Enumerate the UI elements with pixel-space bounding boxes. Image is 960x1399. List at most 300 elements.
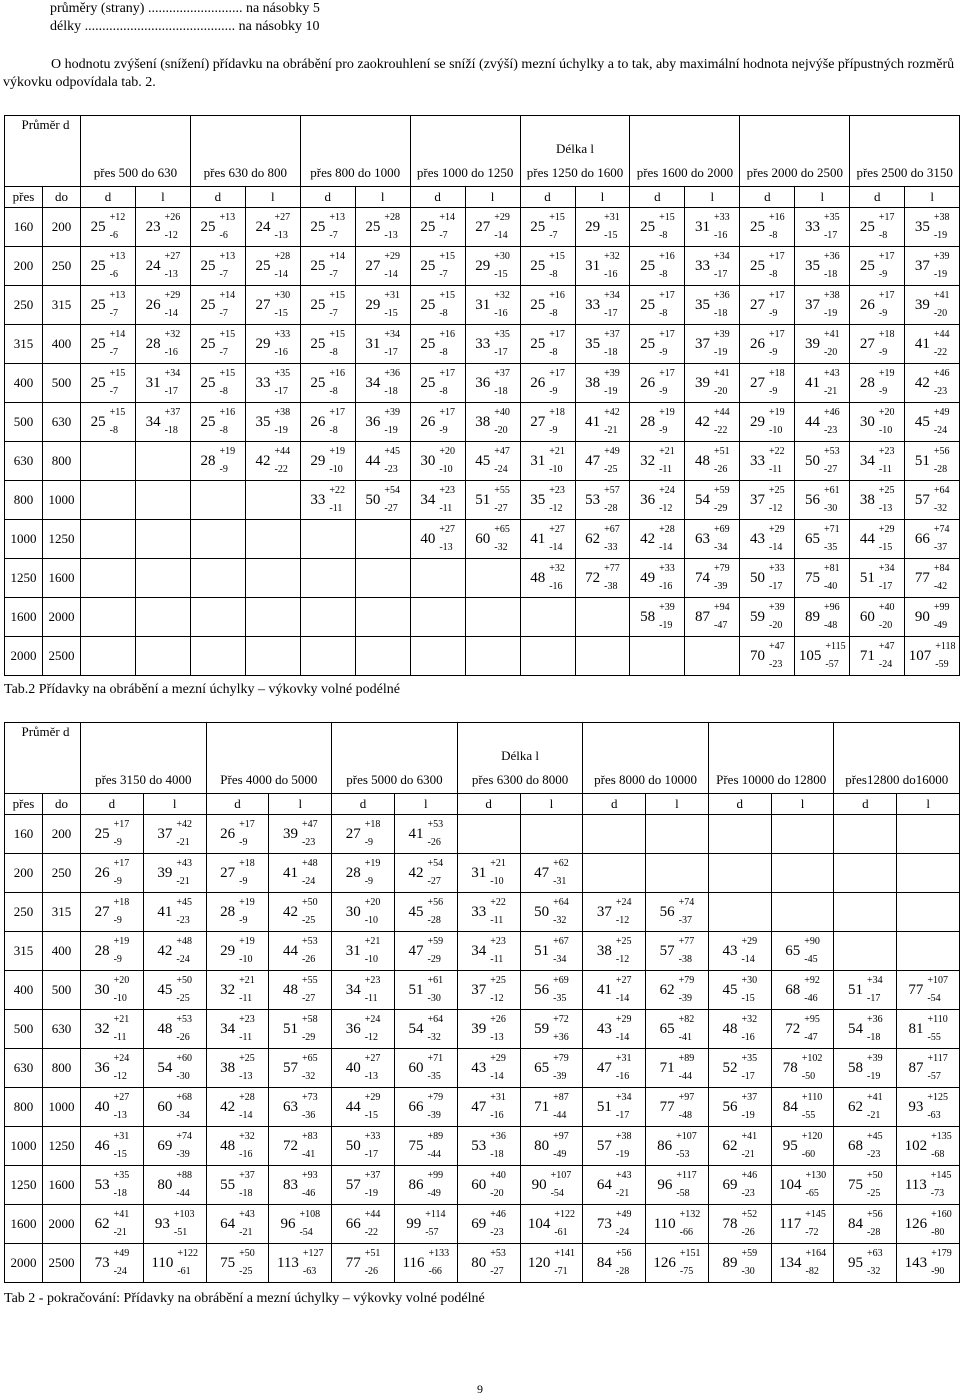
value-cell [521,286,575,324]
upper-deviation: +72 [553,1014,569,1025]
value-cell [207,1244,269,1282]
upper-deviation: +29 [364,1092,381,1103]
tolerance [741,1167,757,1203]
l-cell [143,1010,206,1049]
l-cell [355,559,410,598]
tolerance [220,404,236,440]
upper-deviation: +31 [615,1053,632,1064]
upper-deviation: +51 [364,1248,381,1259]
upper-deviation: +41 [741,1131,758,1142]
nominal-value: 33 [585,296,601,313]
nominal-value: 104 [779,1176,802,1193]
upper-deviation: +37 [741,1092,758,1103]
lower-deviation: -24 [176,954,190,965]
tolerance [220,287,236,323]
length-range-header [708,723,834,794]
row-from: 800 [5,481,43,520]
nominal-value: 41 [282,864,298,881]
value-cell [709,971,771,1009]
l-cell [143,854,206,893]
subheader-cell: l [905,187,960,208]
value-cell [630,208,684,246]
lower-deviation: -8 [329,425,338,436]
l-cell [269,854,332,893]
lower-deviation: -82 [805,1266,819,1277]
value-cell [630,559,684,597]
upper-deviation: +31 [384,290,401,301]
upper-deviation: +36 [714,290,730,301]
lower-deviation: -73 [930,1188,945,1199]
tolerance [769,599,785,635]
tolerance [239,1167,255,1203]
value-cell [521,1088,583,1126]
row-to: 2500 [43,637,81,676]
l-cell [520,971,583,1010]
upper-deviation: +88 [176,1170,192,1181]
value-cell [795,637,849,675]
l-cell [245,520,300,559]
length-range-header [583,723,709,794]
upper-deviation: +110 [801,1092,823,1103]
value-cell [395,932,457,970]
tolerance [114,972,130,1008]
tolerance [679,1011,695,1047]
tolerance [239,1206,255,1242]
nominal-value: 32 [94,1020,110,1037]
l-cell [575,403,630,442]
nominal-value: 42 [914,374,930,391]
lower-deviation: -21 [604,425,618,436]
lower-deviation: -17 [604,308,618,319]
tolerance [824,599,840,635]
lower-deviation: -59 [935,659,949,670]
subheader-cell: do [43,794,81,815]
upper-deviation: +40 [878,602,895,613]
lower-deviation: -19 [714,347,728,358]
value-cell [269,1166,331,1204]
intro-line-1-label: průměry (strany) ........................... na násobky [50,1,310,16]
nominal-value: 57 [345,1176,361,1193]
upper-deviation: +13 [219,251,236,262]
tolerance [679,1050,695,1086]
lower-deviation: -32 [867,1266,881,1277]
nominal-value: 102 [904,1137,928,1154]
nominal-value: 25 [365,218,381,235]
upper-deviation: +67 [604,524,620,535]
lower-deviation: -19 [659,620,673,631]
nominal-value: 34 [471,942,487,959]
upper-deviation: +25 [768,485,785,496]
value-cell [395,815,457,853]
d-cell [410,208,465,247]
tolerance [769,248,785,284]
length-range-label: Přes 4000 do 5000 [220,772,318,787]
lower-deviation: -13 [164,269,178,280]
value-cell [81,1049,143,1087]
l-cell [143,1205,206,1244]
nominal-value: 39 [471,1020,487,1037]
nominal-value: 27 [530,413,546,430]
nominal-value: 25 [90,335,106,352]
value-cell [740,325,794,363]
upper-deviation: +32 [549,563,565,574]
upper-deviation: +22 [768,446,785,457]
tolerance [741,972,757,1008]
upper-deviation: +46 [741,1170,758,1181]
l-cell [355,364,410,403]
d-cell [850,520,905,559]
value-cell [356,364,410,402]
value-cell [630,598,684,636]
lower-deviation: -23 [176,915,190,926]
tolerance [824,443,840,479]
lower-deviation: -13 [878,503,893,514]
lower-deviation: -27 [494,503,508,514]
nominal-value: 51 [848,981,864,998]
d-cell [583,854,646,893]
d-cell [850,208,905,247]
nominal-value: 35 [530,491,546,508]
tolerance [741,933,757,969]
value-cell [709,1127,771,1165]
value-cell [458,1010,520,1048]
tolerance [931,1128,952,1164]
nominal-value: 31 [475,296,491,313]
lower-deviation: -23 [768,659,783,670]
l-cell [135,247,190,286]
value-cell [458,1049,520,1087]
upper-deviation: +45 [867,1131,883,1142]
lower-deviation: -11 [490,915,504,926]
tolerance [604,365,620,401]
upper-deviation: +20 [878,407,895,418]
value-cell [81,854,143,892]
value-cell [905,247,959,285]
nominal-value: 57 [596,1137,612,1154]
l-cell [575,442,630,481]
value-cell [521,1127,583,1165]
table-row [5,1049,960,1088]
upper-deviation: +47 [301,819,318,830]
l-cell [245,286,300,325]
l-cell [897,1244,960,1283]
value-cell [458,1205,520,1243]
value-cell [395,1088,457,1126]
tolerance [659,560,675,596]
value-cell [709,1088,771,1126]
nominal-value: 36 [345,1020,361,1037]
lower-deviation: -16 [604,269,618,280]
nominal-value: 59 [749,608,765,625]
lower-deviation: -49 [553,1149,567,1160]
nominal-value: 25 [310,218,326,235]
tolerance [806,1245,827,1281]
length-range-header [332,723,458,794]
length-range-header [457,723,583,794]
value-cell [646,932,708,970]
upper-deviation: +18 [878,329,895,340]
upper-deviation: +54 [384,485,401,496]
upper-deviation: +23 [239,1014,255,1025]
lower-deviation: -9 [239,876,248,887]
upper-deviation: +25 [615,936,632,947]
upper-deviation: +15 [219,329,236,340]
nominal-value: 72 [785,1020,801,1037]
lower-deviation: -16 [490,1110,504,1121]
row-to: 250 [43,247,81,286]
nominal-value: 31 [345,942,361,959]
nominal-value: 66 [408,1098,424,1115]
value-cell [795,481,849,519]
tolerance [165,248,181,284]
l-cell [143,971,206,1010]
upper-deviation: +99 [427,1170,444,1181]
d-cell [190,364,245,403]
l-cell [795,442,850,481]
upper-deviation: +45 [384,446,401,457]
table-row [5,637,960,676]
l-cell [355,247,410,286]
nominal-value: 72 [282,1137,298,1154]
l-cell [905,364,960,403]
subheader-cell: l [355,187,410,208]
upper-deviation: +18 [549,407,565,418]
l-cell [646,1244,709,1283]
d-cell [332,1166,395,1205]
nominal-value: 78 [722,1215,738,1232]
value-cell [685,520,739,558]
value-cell [740,481,794,519]
d-cell [300,208,355,247]
upper-deviation: +35 [274,368,291,379]
d-cell [206,1166,269,1205]
nominal-value: 36 [365,413,381,430]
nominal-value: 28 [640,413,656,430]
subheader-cell: l [465,187,520,208]
d-cell [630,598,685,637]
tolerance [769,521,785,557]
l-cell [245,637,300,676]
lower-deviation: -75 [679,1266,694,1277]
d-cell [850,637,905,676]
upper-deviation: +81 [823,563,840,574]
lower-deviation: -55 [927,1032,941,1043]
nominal-value: 83 [282,1176,298,1193]
row-to: 1600 [43,1166,81,1205]
tolerance [365,1206,381,1242]
value-cell [795,520,849,558]
l-cell [771,854,834,893]
nominal-value: 52 [722,1059,738,1076]
nominal-value: 25 [90,257,106,274]
lower-deviation: -39 [176,1149,190,1160]
nominal-value: 110 [151,1254,174,1271]
tolerance [490,894,506,930]
subheader-cell: l [520,794,583,815]
nominal-value: 143 [904,1254,928,1271]
nominal-value: 64 [596,1176,612,1193]
upper-deviation: +25 [490,975,506,986]
tolerance [659,404,675,440]
value-cell [144,1010,206,1048]
tolerance [935,638,955,674]
d-cell [457,854,520,893]
tolerance [741,1011,757,1047]
value-cell [207,1205,269,1243]
l-cell [355,208,410,247]
d-cell [520,442,575,481]
upper-deviation: +59 [714,485,730,496]
lower-deviation: -11 [439,503,453,514]
length-range-label: přes 500 do 630 [93,165,178,180]
tolerance [604,404,620,440]
tolerance [114,816,130,852]
d-cell [81,364,136,403]
value-cell [630,247,684,285]
lower-deviation: -48 [823,620,838,631]
intro-line-1-value: 5 [312,1,320,16]
tolerance [769,443,785,479]
nominal-value: 42 [255,452,271,469]
nominal-value: 126 [904,1215,928,1232]
value-cell [630,403,684,441]
tolerance [425,1206,445,1242]
row-from: 1600 [5,598,43,637]
upper-deviation: +96 [823,602,840,613]
tolerance [604,287,620,323]
lower-deviation: -11 [659,464,673,475]
tolerance [879,287,895,323]
value-cell [144,893,206,931]
upper-deviation: +107 [927,975,948,986]
tolerance [927,972,948,1008]
tolerance [365,855,381,891]
subheader-cell: l [771,794,834,815]
nominal-value: 60 [157,1098,173,1115]
nominal-value: 25 [530,257,546,274]
lower-deviation: -22 [714,425,728,436]
subheader-cell: l [135,187,190,208]
nominal-value: 39 [282,825,298,842]
nominal-value: 58 [640,608,656,625]
value-cell [521,403,575,441]
upper-deviation: +17 [659,290,675,301]
tolerance [741,1089,757,1125]
value-cell [458,1244,520,1282]
upper-deviation: +18 [364,819,381,830]
value-cell [356,403,410,441]
lower-deviation: -28 [427,915,441,926]
l-cell [905,286,960,325]
l-cell [771,893,834,932]
upper-deviation: +32 [741,1014,758,1025]
upper-deviation: +21 [364,936,381,947]
lower-deviation: -46 [301,1188,316,1199]
tolerance [769,560,785,596]
lower-deviation: -11 [768,464,782,475]
value-cell [795,598,849,636]
nominal-value: 25 [200,218,216,235]
value-cell [411,208,465,246]
nominal-value: 87 [695,608,711,625]
d-cell [850,442,905,481]
tolerance [867,1206,883,1242]
tolerance [867,1089,883,1125]
value-cell [834,1205,896,1243]
tolerance [384,287,400,323]
row-to: 2500 [43,1244,81,1283]
upper-deviation: +16 [549,290,565,301]
nominal-value: 87 [908,1059,924,1076]
subheader-cell: d [206,794,269,815]
nominal-value: 25 [420,257,436,274]
d-cell [81,1127,144,1166]
l-cell [269,1166,332,1205]
nominal-value: 89 [804,608,820,625]
row-to: 2000 [43,598,81,637]
nominal-value: 62 [722,1137,738,1154]
value-cell [630,481,684,519]
lower-deviation: -8 [439,386,448,397]
tolerance [934,404,950,440]
tolerance [439,404,455,440]
tolerance [384,326,400,362]
tolerance [769,326,785,362]
upper-deviation: +20 [439,446,455,457]
lower-deviation: -17 [164,386,178,397]
upper-deviation: +16 [219,407,236,418]
upper-deviation: +87 [553,1092,569,1103]
tolerance [329,482,345,518]
value-cell [136,286,190,324]
l-cell [245,208,300,247]
nominal-value: 71 [534,1098,550,1115]
lower-deviation: -19 [364,1188,379,1199]
tolerance [553,1050,569,1086]
lower-deviation: -38 [604,581,618,592]
lower-deviation: -9 [439,425,448,436]
upper-deviation: +44 [714,407,730,418]
d-cell [630,442,685,481]
subheader-cell: l [394,794,457,815]
lower-deviation: -17 [878,581,893,592]
l-cell [897,1088,960,1127]
tolerance [714,521,730,557]
tolerance [365,816,381,852]
nominal-value: 86 [657,1137,673,1154]
tolerance [494,521,510,557]
nominal-value: 29 [255,335,271,352]
row-to: 400 [43,325,81,364]
tolerance [604,209,620,245]
upper-deviation: +37 [364,1170,381,1181]
l-cell [575,247,630,286]
nominal-value: 34 [365,374,381,391]
d-cell [206,932,269,971]
upper-deviation: +41 [867,1092,883,1103]
l-cell [897,932,960,971]
subheader-cell: l [795,187,850,208]
value-cell [834,1244,896,1282]
tolerance [549,482,565,518]
l-cell [685,403,740,442]
lower-deviation: -19 [615,1149,630,1160]
nominal-value: 25 [420,296,436,313]
nominal-value: 44 [345,1098,361,1115]
d-cell [850,403,905,442]
lower-deviation: -39 [427,1110,441,1121]
subheader-cell: d [834,794,897,815]
